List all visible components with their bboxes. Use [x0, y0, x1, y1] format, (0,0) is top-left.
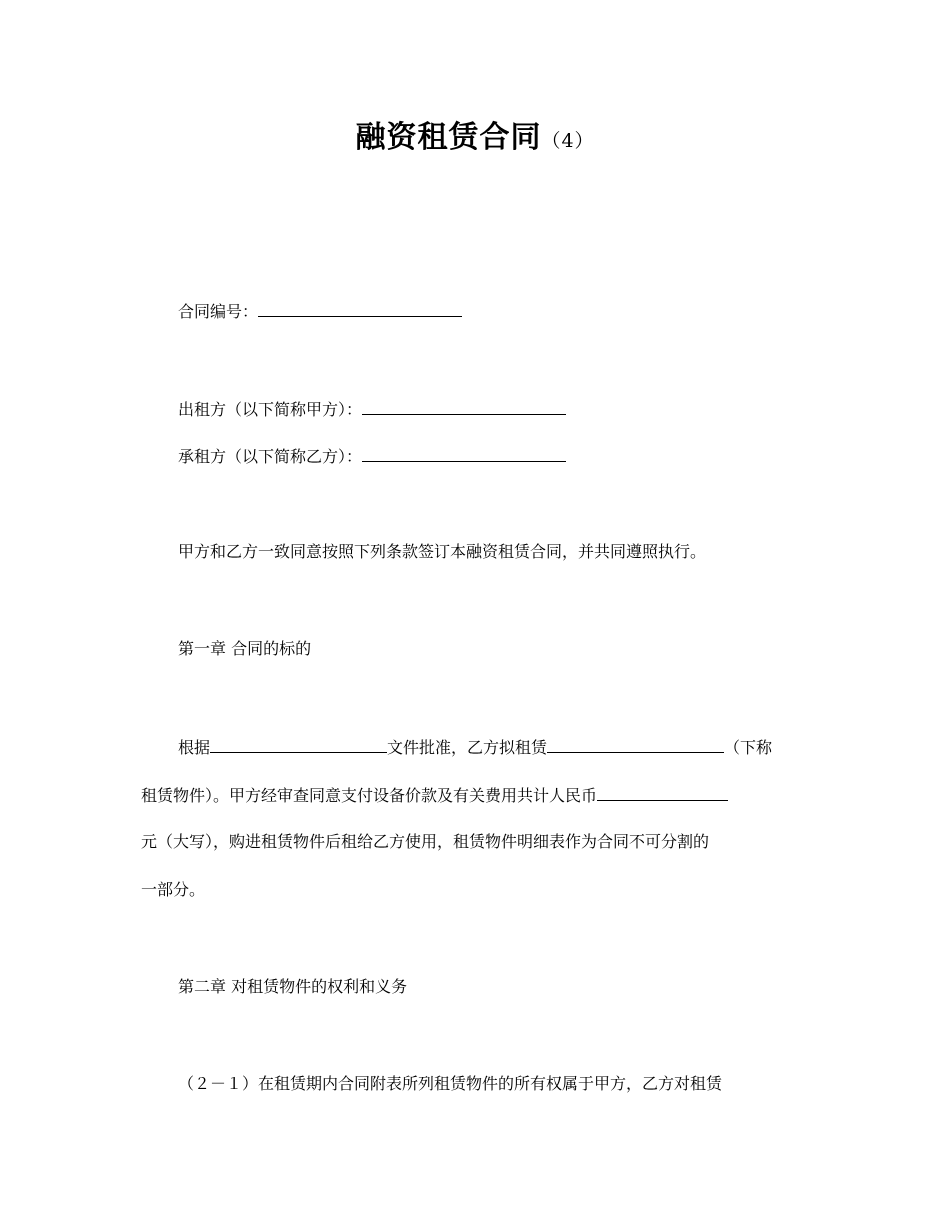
lessee-blank: [362, 445, 566, 462]
contract-number-blank: [258, 300, 462, 317]
contract-number-label: 合同编号：: [178, 302, 259, 321]
chapter1-line4: 一部分。: [141, 880, 206, 899]
leased-item-blank: [547, 736, 724, 753]
lessee-line: [178, 445, 566, 467]
intro-paragraph: 甲方和乙方一致同意按照下列条款签订本融资租赁合同，并共同遵照执行。: [178, 542, 707, 561]
title-number: （4）: [541, 130, 595, 152]
chapter2-heading: 第二章 对租赁物件的权利和义务: [178, 977, 408, 996]
lessor-blank: [362, 398, 566, 415]
document-title: [0, 112, 950, 156]
chapter1-line2: [141, 784, 728, 806]
chapter1-line1: [178, 736, 772, 758]
chapter1-text-d: 租赁物件）。甲方经审查同意支付设备价款及有关费用共计人民币: [141, 786, 598, 805]
chapter1-text-b: 文件批准，乙方拟租赁: [387, 738, 548, 757]
approval-document-blank: [210, 736, 387, 753]
chapter2-line1: （２－１）在租赁期内合同附表所列租赁物件的所有权属于甲方，乙方对租赁: [178, 1074, 723, 1093]
chapter1-line3: 元（大写），购进租赁物件后租给乙方使用，租赁物件明细表作为合同不可分割的: [141, 832, 710, 851]
chapter1-text-a: 根据: [178, 738, 211, 757]
chapter1-text-c: （下称: [724, 738, 773, 757]
lessee-label: 承租方（以下简称乙方）：: [178, 447, 363, 466]
lessor-label: 出租方（以下简称甲方）：: [178, 400, 363, 419]
chapter1-heading: 第一章 合同的标的: [178, 639, 312, 658]
contract-number-line: [178, 300, 462, 322]
title-main: 融资租赁合同: [355, 120, 542, 155]
amount-blank: [597, 784, 728, 801]
lessor-line: [178, 398, 566, 420]
